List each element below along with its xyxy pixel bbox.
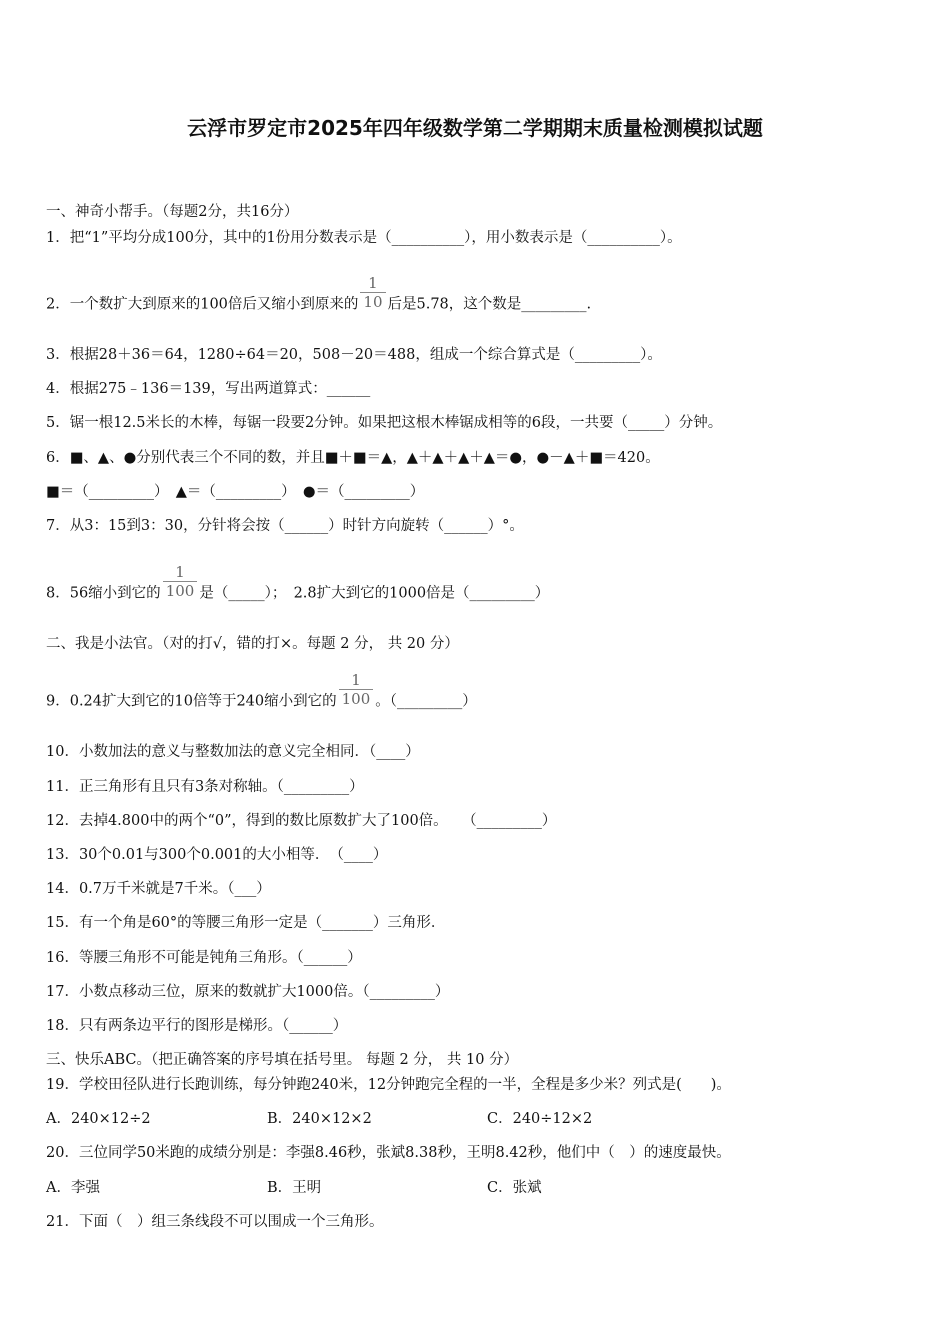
question-9-text-b: 。（_________） [375, 693, 477, 710]
question-20: 20．三位同学50米跑的成绩分别是：李强8.46秒，张斌8.38秒，王明8.42秒，他们中（ ）的速度最快。 [46, 1145, 731, 1161]
question-12: 12．去掉4.800中的两个“0”，得到的数比原数扩大了100倍。 （_________） [46, 813, 557, 829]
question-4: 4．根据275﹣136＝139，写出两道算式：______ [46, 381, 371, 397]
question-1: 1．把“1”平均分成100分，其中的1份用分数表示是（__________），用小数表示是（__________）。 [46, 230, 682, 246]
option-b: B．240×12×2 [267, 1111, 372, 1127]
question-10: 10．小数加法的意义与整数加法的意义完全相同．（____） [46, 744, 420, 760]
fraction-numerator: 1 [368, 274, 378, 292]
question-5: 5．锯一根12.5米长的木棒，每锯一段要2分钟。如果把这根木棒锯成相等的6段，一共要（_____）分钟。 [46, 415, 723, 431]
question-7: 7．从3：15到3：30，分针将会按（______）时针方向旋转（______）°。 [46, 518, 524, 534]
option-a: A．李强 [46, 1180, 100, 1196]
question-19: 19．学校田径队进行长跑训练，每分钟跑240米，12分钟跑完全程的一半，全程是多少米？列式是( )。 [46, 1077, 731, 1093]
question-3: 3．根据28＋36＝64，1280÷64＝20，508－20＝488，组成一个综合算式是（_________）。 [46, 347, 662, 363]
fraction-denominator: 100 [163, 581, 198, 600]
question-8-text-a: 8．56缩小到它的 [46, 585, 161, 602]
question-2-text-b: 后是5.78，这个数是_________. [387, 296, 592, 313]
section-1-heading: 一、神奇小帮手。（每题2分，共16分） [46, 204, 299, 220]
fraction-one-tenth [360, 274, 385, 311]
fraction-denominator: 100 [339, 689, 374, 708]
fraction-one-hundredth [339, 671, 374, 708]
question-11: 11．正三角形有且只有3条对称轴。（_________） [46, 779, 364, 795]
option-a: A．240×12÷2 [46, 1111, 151, 1127]
fraction-numerator: 1 [351, 671, 361, 689]
option-c: C．240÷12×2 [487, 1111, 593, 1127]
question-8-text-b: 是（_____）； 2.8扩大到它的1000倍是（_________） [199, 585, 550, 602]
question-2 [46, 274, 592, 323]
section-3-heading: 三、快乐ABC。（把正确答案的序号填在括号里。 每题 2 分， 共 10 分） [46, 1052, 519, 1068]
option-c: C．张斌 [487, 1180, 542, 1196]
question-16: 16．等腰三角形不可能是钝角三角形。（______） [46, 950, 362, 966]
page-title: 云浮市罗定市2025年四年级数学第二学期期末质量检测模拟试题 [187, 116, 763, 140]
question-6-answers: ■＝（_________） ▲＝（_________） ●＝（_________） [46, 484, 425, 500]
question-21: 21．下面（ ）组三条线段不可以围成一个三角形。 [46, 1214, 384, 1230]
question-14: 14．0.7万千米就是7千米。（___） [46, 881, 271, 897]
question-2-text-a: 2．一个数扩大到原来的100倍后又缩小到原来的 [46, 296, 359, 313]
section-2-heading: 二、我是小法官。（对的打√，错的打×。每题 2 分， 共 20 分） [46, 636, 459, 652]
question-9 [46, 671, 477, 720]
fraction-denominator: 10 [360, 292, 385, 311]
question-9-text-a: 9．0.24扩大到它的10倍等于240缩小到它的 [46, 693, 337, 710]
question-13: 13．30个0.01与300个0.001的大小相等． （____） [46, 847, 388, 863]
question-6: 6．■、▲、●分别代表三个不同的数，并且■＋■＝▲，▲＋▲＋▲＋▲＝●，●－▲＋■＝420。 [46, 450, 660, 466]
question-8 [46, 563, 550, 612]
option-b: B．王明 [267, 1180, 322, 1196]
fraction-numerator: 1 [175, 563, 185, 581]
question-15: 15．有一个角是60°的等腰三角形一定是（_______）三角形． [46, 915, 446, 931]
question-18: 18．只有两条边平行的图形是梯形。（______） [46, 1018, 348, 1034]
question-17: 17．小数点移动三位，原来的数就扩大1000倍。（_________） [46, 984, 450, 1000]
fraction-one-hundredth [163, 563, 198, 600]
